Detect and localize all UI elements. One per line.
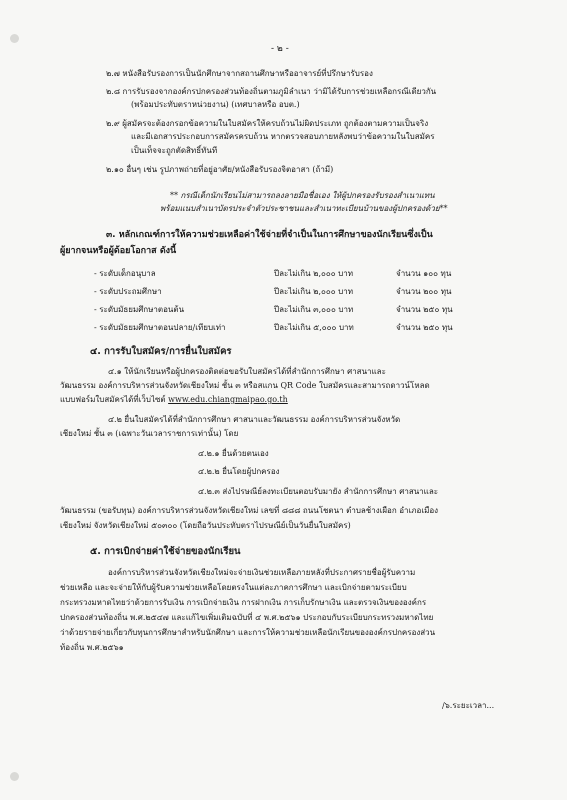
item-4-2-3-line2: วัฒนธรรม (ขอรับทุน) องค์การบริหารส่วนจังหวัดเชียงใหม่ เลขที่ ๘๘๘ ถนนโชตนา ตำบลช้างเผือก อำเภอเมือง	[60, 506, 439, 515]
para-4-2-line1: ๔.๒ ยื่นใบสมัครได้ที่สำนักการศึกษา ศาสนาและวัฒนธรรม องค์การบริหารส่วนจังหวัด	[108, 415, 401, 424]
level-count: จำนวน ๑๐๐ ทุน	[396, 269, 452, 278]
para-5-line: องค์การบริหารส่วนจังหวัดเชียงใหม่จะจ่ายเงินช่วยเหลือภายหลังที่ประกาศรายชื่อผู้รับความ	[108, 568, 416, 577]
punch-hole	[10, 772, 19, 781]
item-4-2-2: ๔.๒.๒ ยื่นโดยผู้ปกครอง	[198, 467, 280, 476]
level-name: - ระดับมัธยมศึกษาตอนปลาย/เทียบเท่า	[94, 323, 226, 332]
item-4-2-3-line3: เชียงใหม่ จังหวัดเชียงใหม่ ๕๐๓๐๐ (โดยถือวันประทับตราไปรษณีย์เป็นวันยื่นใบสมัคร)	[60, 521, 351, 530]
item-2-8-line2: (พร้อมประทับตราหน่วยงาน) (เทศบาลหรือ อบต.)	[131, 100, 300, 109]
level-name: - ระดับมัธยมศึกษาตอนต้น	[94, 305, 185, 314]
section-3-heading: ๓. หลักเกณฑ์การให้ความช่วยเหลือค่าใช้จ่ายที่จำเป็นในการศึกษาของนักเรียนซึ่งเป็น	[106, 230, 433, 240]
para-5-line: ว่าด้วยรายจ่ายเกี่ยวกับทุนการศึกษาสำหรับนักศึกษา และการให้ความช่วยเหลือนักเรียนขององค์กรปกครองส่วน	[60, 628, 436, 637]
section-3-heading-cont: ผู้ยากจนหรือผู้ด้อยโอกาส ดังนี้	[60, 246, 177, 256]
para-5-line: ท้องถิ่น พ.ศ.๒๕๖๑	[60, 643, 124, 652]
section-4-heading: ๔. การรับใบสมัคร/การยื่นใบสมัคร	[90, 346, 232, 357]
level-amount: ปีละไม่เกิน ๕,๐๐๐ บาท	[274, 323, 354, 332]
level-amount: ปีละไม่เกิน ๓,๐๐๐ บาท	[274, 305, 354, 314]
para-4-2-line2: เชียงใหม่ ชั้น ๓ (เฉพาะวันเวลาราชการเท่านั้น) โดย	[60, 429, 239, 438]
para-5-line: ช่วยเหลือ และจะจ่ายให้กับผู้รับความช่วยเหลือโดยตรงในแต่ละภาคการศึกษา และเบิกจ่ายตามระเบียบ	[60, 583, 407, 592]
item-2-9-line3: เป็นเท็จจะถูกตัดสิทธิ์ทันที	[131, 146, 218, 155]
para-4-1-text: แบบฟอร์มใบสมัครได้ที่เว็บไซต์	[60, 395, 169, 404]
page-number: - ๒ -	[271, 44, 289, 54]
item-2-10: ๒.๑๐ อื่นๆ เช่น รูปภาพถ่ายที่อยู่อาศัย/หนังสือรับรองจิตอาสา (ถ้ามี)	[106, 165, 334, 174]
level-count: จำนวน ๒๕๐ ทุน	[396, 305, 453, 314]
item-4-2-1: ๔.๒.๑ ยื่นด้วยตนเอง	[198, 449, 269, 458]
item-2-8-line1: ๒.๘ การรับรองจากองค์กรปกครองส่วนท้องถิ่นตามภูมิลำเนา ว่ามิได้รับการช่วยเหลือกรณีเดียวกัน	[106, 87, 437, 96]
note-line1: ** กรณีเด็กนักเรียนไม่สามารถลงลายมือชื่อเอง ให้ผู้ปกครองรับรองสำเนาแทน	[170, 191, 435, 200]
continuation-marker: /๖.ระยะเวลา...	[442, 701, 495, 710]
section-5-heading: ๕. การเบิกจ่ายค่าใช้จ่ายของนักเรียน	[90, 546, 241, 557]
para-4-1-line1: ๔.๑ ให้นักเรียนหรือผู้ปกครองติดต่อขอรับใบสมัครได้ที่สำนักการศึกษา ศาสนาและ	[108, 367, 386, 376]
level-name: - ระดับเด็กอนุบาล	[94, 269, 156, 278]
para-5-line: กระทรวงมหาดไทยว่าด้วยการรับเงิน การเบิกจ่ายเงิน การฝากเงิน การเก็บรักษาเงิน และตรวจเงินขององค์กร	[60, 598, 427, 607]
punch-hole	[10, 34, 19, 43]
para-5-line: ปกครองส่วนท้องถิ่น พ.ศ.๒๕๔๗ และแก้ไขเพิ่มเติมฉบับที่ ๔ พ.ศ.๒๕๖๑ ประกอบกับระเบียบกระทรวงมหาดไทย	[60, 613, 434, 622]
item-2-7: ๒.๗ หนังสือรับรองการเป็นนักศึกษาจากสถานศึกษาหรืออาจารย์ที่ปรึกษารับรอง	[106, 69, 373, 78]
note-line2: พร้อมแนบสำเนาบัตรประจำตัวประชาชนและสำเนาทะเบียนบ้านของผู้ปกครองด้วย**	[160, 204, 448, 213]
level-amount: ปีละไม่เกิน ๒,๐๐๐ บาท	[274, 287, 354, 296]
item-2-9-line1: ๒.๙ ผู้สมัครจะต้องกรอกข้อความในใบสมัครให้ครบถ้วนไม่ผิดประเภท ถูกต้องตามความเป็นจริง	[106, 119, 429, 128]
item-2-9-line2: และมีเอกสารประกอบการสมัครครบถ้วน หากตรวจสอบภายหลังพบว่าข้อความในใบสมัคร	[131, 132, 435, 141]
level-amount: ปีละไม่เกิน ๒,๐๐๐ บาท	[274, 269, 354, 278]
level-count: จำนวน ๒๐๐ ทุน	[396, 287, 452, 296]
website-link[interactable]: www.edu.chiangmaipao.go.th	[168, 395, 288, 404]
para-4-1-line3	[60, 394, 288, 405]
item-4-2-3-line1: ๔.๒.๓ ส่งไปรษณีย์ลงทะเบียนตอบรับมายัง สำนักการศึกษา ศาสนาและ	[198, 487, 439, 496]
level-count: จำนวน ๒๕๐ ทุน	[396, 323, 453, 332]
para-4-1-line2: วัฒนธรรม องค์การบริหารส่วนจังหวัดเชียงใหม่ ชั้น ๓ หรือสแกน QR Code ใบสมัครและสามารถดาวน์โหลด	[60, 381, 430, 390]
level-name: - ระดับประถมศึกษา	[94, 287, 162, 296]
